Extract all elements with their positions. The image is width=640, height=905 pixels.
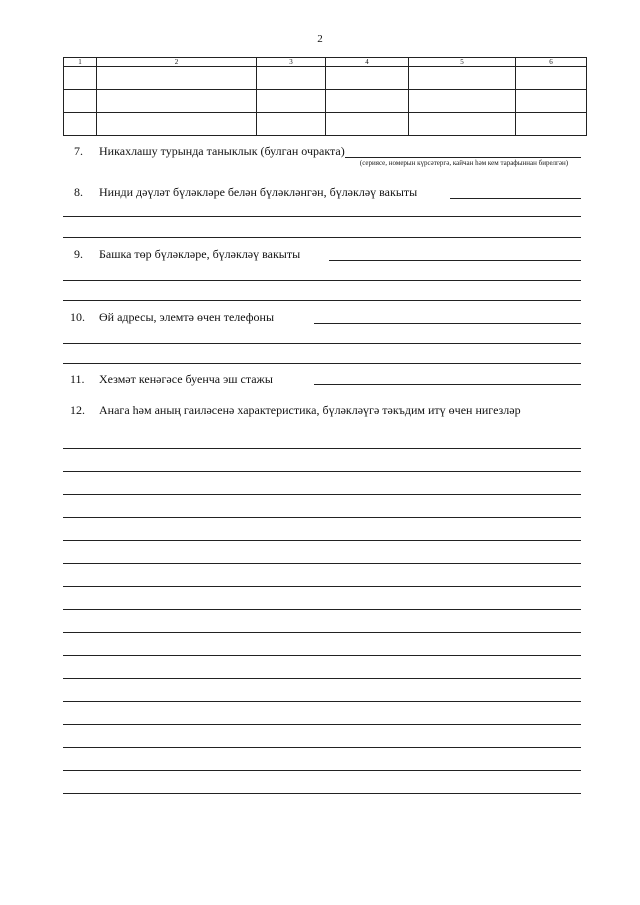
answer-line[interactable]: [63, 237, 581, 238]
info-table: [63, 57, 587, 136]
item-label: Анага һәм аның гаиләсенә характеристика, бүләкләүгә тәкъдим итү өчен нигезләр: [99, 403, 521, 417]
table-cell[interactable]: [516, 67, 587, 90]
answer-line[interactable]: [63, 448, 581, 449]
item-7-note: (сериясе, номерын күрсәтергә, кайчан һәм кем тарафыннан бирелгән): [359, 159, 569, 167]
answer-line[interactable]: [63, 300, 581, 301]
answer-line[interactable]: [63, 363, 581, 364]
item-number: 12.: [70, 403, 85, 417]
answer-line[interactable]: [63, 471, 581, 472]
item-label: Хезмәт кенәгәсе буенча эш стажы: [99, 372, 273, 386]
answer-line[interactable]: [63, 793, 581, 794]
table-cell[interactable]: [516, 113, 587, 136]
table-row: [64, 67, 587, 90]
item-number: 7.: [74, 144, 83, 158]
answer-line[interactable]: [63, 655, 581, 656]
answer-line[interactable]: [63, 586, 581, 587]
table-cell[interactable]: [97, 113, 257, 136]
table-cell[interactable]: [516, 90, 587, 113]
table-row: [64, 90, 587, 113]
answer-line[interactable]: [63, 280, 581, 281]
column-header: 3: [257, 58, 326, 67]
item-number: 10.: [70, 310, 85, 324]
column-header: 6: [516, 58, 587, 67]
item-number: 9.: [74, 247, 83, 261]
page-number: 2: [317, 33, 323, 45]
answer-line[interactable]: [63, 724, 581, 725]
answer-line-9[interactable]: [329, 260, 581, 261]
table-cell[interactable]: [409, 113, 516, 136]
answer-line[interactable]: [63, 563, 581, 564]
table-cell[interactable]: [97, 67, 257, 90]
table-cell[interactable]: [409, 90, 516, 113]
table-cell[interactable]: [257, 90, 326, 113]
answer-line[interactable]: [63, 343, 581, 344]
item-number: 11.: [70, 372, 85, 386]
column-header: 1: [64, 58, 97, 67]
item-label: Башка төр бүләкләре, бүләкләү вакыты: [99, 247, 301, 261]
item-label: Никахлашу турында таныклык (булган очракта): [99, 144, 345, 158]
answer-line[interactable]: [63, 701, 581, 702]
table-cell[interactable]: [257, 113, 326, 136]
item-number: 8.: [74, 185, 83, 199]
column-header: 5: [409, 58, 516, 67]
table-row: [64, 113, 587, 136]
table-cell[interactable]: [409, 67, 516, 90]
table-cell[interactable]: [97, 90, 257, 113]
answer-line-8[interactable]: [450, 198, 581, 199]
item-label: Өй адресы, элемтә өчен телефоны: [99, 310, 275, 324]
answer-line[interactable]: [63, 609, 581, 610]
answer-line[interactable]: [63, 678, 581, 679]
answer-line[interactable]: [63, 540, 581, 541]
table-cell[interactable]: [326, 113, 409, 136]
answer-line[interactable]: [63, 747, 581, 748]
answer-line[interactable]: [63, 494, 581, 495]
item-label: Нинди дәүләт бүләкләре белән бүләкләнгән, бүләкләү вакыты: [99, 185, 418, 199]
table-cell[interactable]: [257, 67, 326, 90]
table-header-row: [64, 58, 587, 67]
table-cell[interactable]: [64, 90, 97, 113]
answer-line-10[interactable]: [314, 323, 581, 324]
answer-line-7[interactable]: [345, 157, 581, 158]
table-cell[interactable]: [64, 113, 97, 136]
table-cell[interactable]: [64, 67, 97, 90]
answer-line[interactable]: [63, 216, 581, 217]
answer-line-11[interactable]: [314, 384, 581, 385]
table-cell[interactable]: [326, 67, 409, 90]
answer-line[interactable]: [63, 770, 581, 771]
column-header: 2: [97, 58, 257, 67]
answer-line[interactable]: [63, 517, 581, 518]
column-header: 4: [326, 58, 409, 67]
table-cell[interactable]: [326, 90, 409, 113]
answer-line[interactable]: [63, 632, 581, 633]
